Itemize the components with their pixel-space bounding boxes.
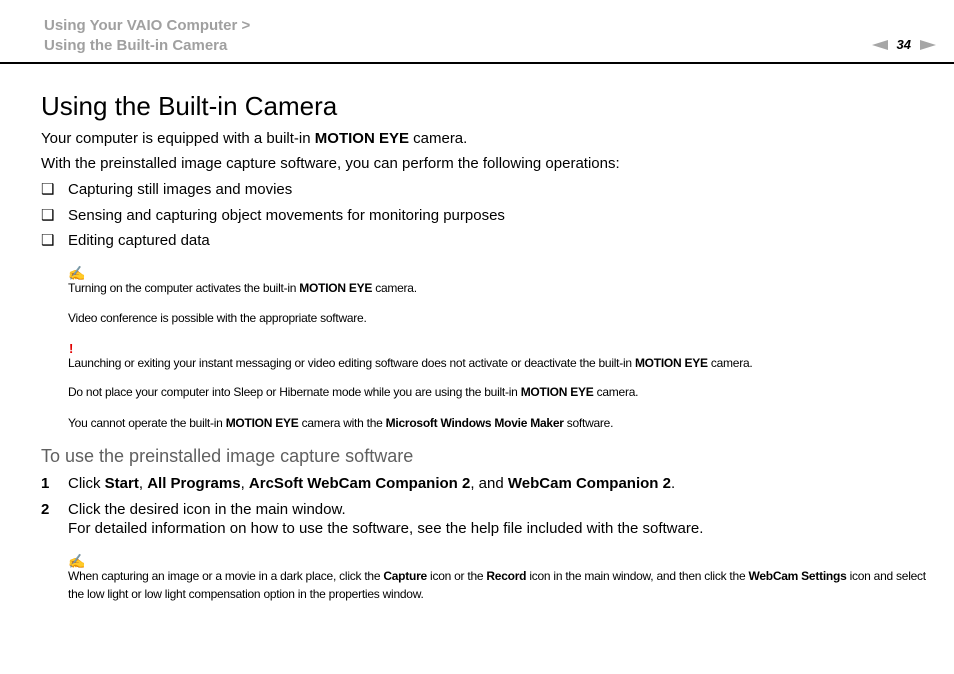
- page-navigation: [872, 37, 936, 52]
- checkbox-bullet-icon: ❑: [41, 232, 55, 249]
- procedure-step-2: 2 Click the desired icon in the main window.: [41, 501, 346, 518]
- page-number: 34: [896, 37, 911, 52]
- warning-line: Do not place your computer into Sleep or Hibernate mode while you are using the built-in MOTION EYE camera.: [68, 385, 639, 399]
- list-item: ❑ Capturing still images and movies: [41, 181, 293, 198]
- note-line: Turning on the computer activates the built-in MOTION EYE camera.: [68, 281, 417, 295]
- checkbox-bullet-icon: ❑: [41, 181, 55, 198]
- breadcrumb-chapter[interactable]: Using Your VAIO Computer >: [44, 17, 251, 34]
- procedure-step-2-detail: For detailed information on how to use the software, see the help file included with the software.: [68, 520, 704, 537]
- breadcrumb-section[interactable]: Using the Built-in Camera: [44, 36, 228, 54]
- procedure-heading: To use the preinstalled image capture software: [41, 446, 414, 466]
- header-breadcrumb: [44, 16, 250, 55]
- list-item: ❑ Editing captured data: [41, 232, 210, 249]
- intro-paragraph-1: Your computer is equipped with a built-in MOTION EYE camera.: [41, 130, 468, 147]
- warning-line: You cannot operate the built-in MOTION EYE camera with the Microsoft Windows Movie Maker software.: [68, 416, 614, 430]
- checkbox-bullet-icon: ❑: [41, 207, 55, 224]
- procedure-step-1: 1 Click Start, All Programs, ArcSoft WebCam Companion 2, and WebCam Companion 2.: [41, 475, 676, 492]
- note-line: Video conference is possible with the appropriate software.: [68, 311, 367, 325]
- pencil-note-icon: ✍: [68, 553, 86, 569]
- note-line: When capturing an image or a movie in a dark place, click the Capture icon or the Record icon in the main window, and then click the WebCam Settings icon and select the low light or low light compensation option in the properties window.: [68, 569, 926, 601]
- list-item: ❑ Sensing and capturing object movements for monitoring purposes: [41, 207, 505, 224]
- intro-paragraph-2: With the preinstalled image capture software, you can perform the following operations:: [41, 155, 620, 172]
- pencil-note-icon: ✍: [68, 265, 86, 281]
- warning-line: Launching or exiting your instant messaging or video editing software does not activate or deactivate the built-in MOTION EYE camera.: [68, 356, 753, 370]
- page-title: Using the Built-in Camera: [41, 91, 338, 121]
- exclamation-icon: !: [69, 341, 74, 356]
- next-page-arrow-icon[interactable]: [920, 40, 936, 50]
- header-divider: [0, 62, 954, 64]
- previous-page-arrow-icon[interactable]: [872, 40, 888, 50]
